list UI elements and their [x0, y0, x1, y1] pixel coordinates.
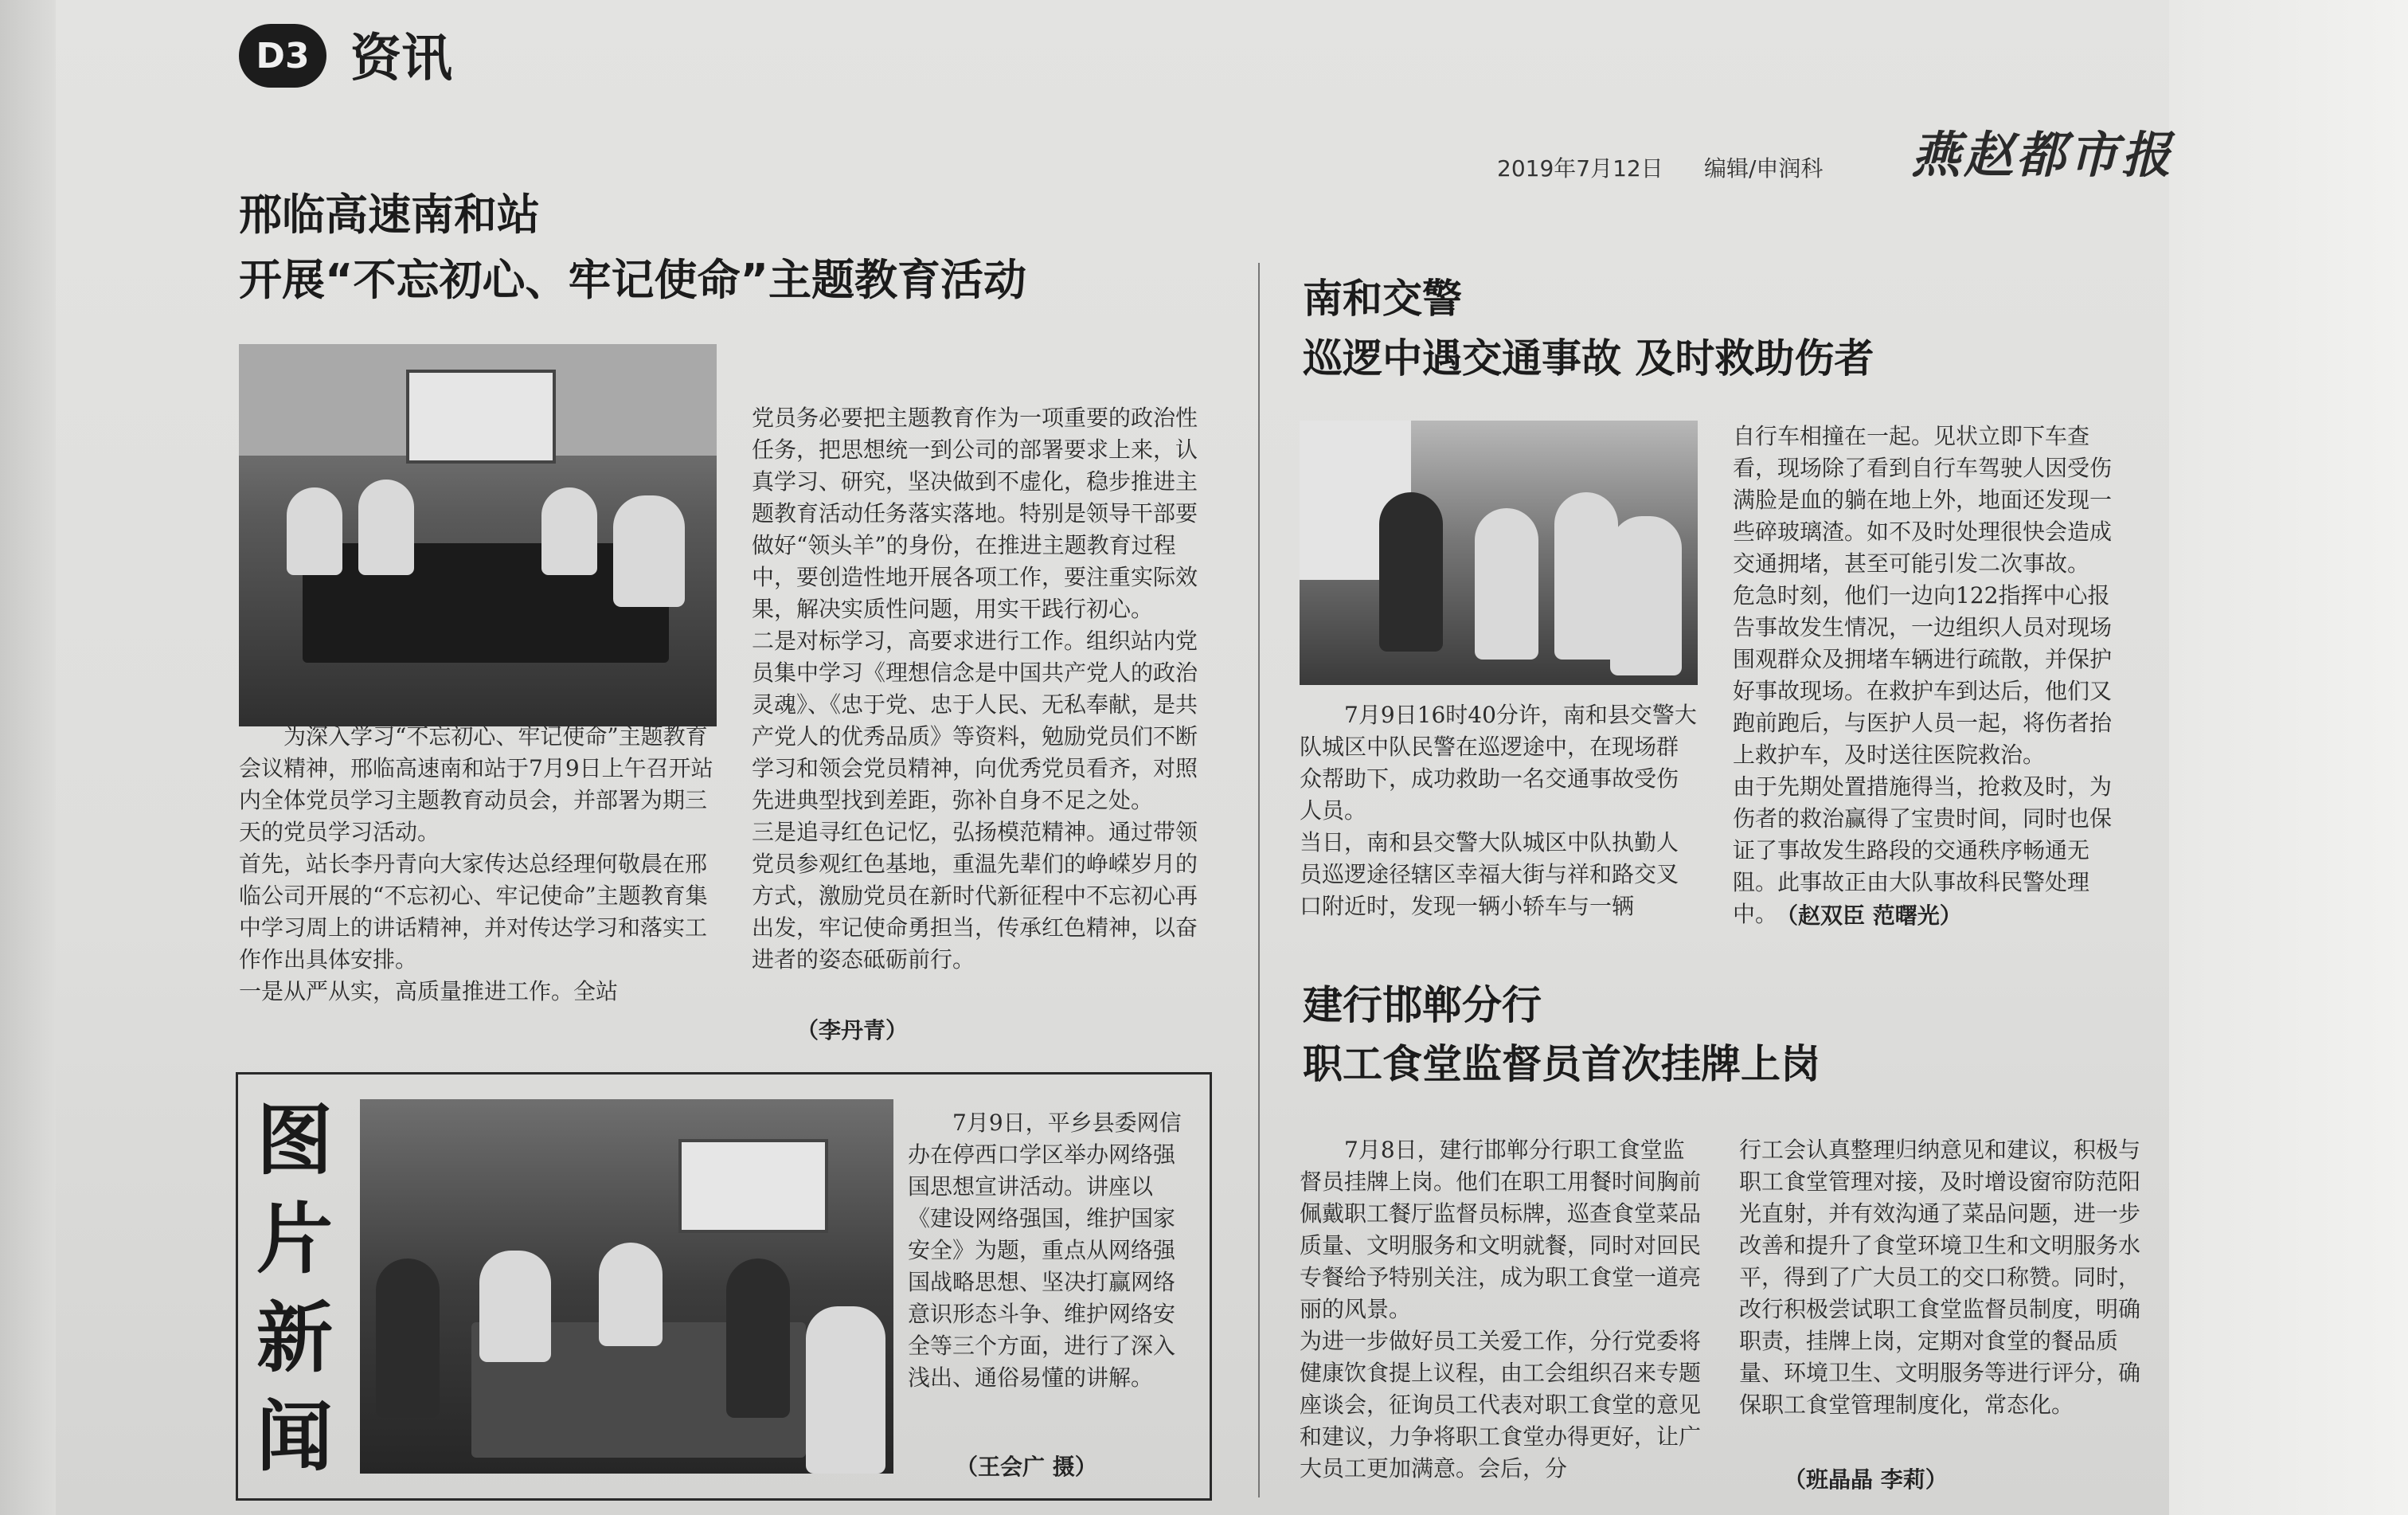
photo-news-label: 图 片 新 闻 — [256, 1096, 333, 1482]
article1-column2: 党员务必要把主题教育作为一项重要的政治性任务，把思想统一到公司的部署要求上来，认真学习、研究，坚决做到不虚化，稳步推进主题教育活动任务落实落地。特别是领导干部要做好“领头羊”的身份，在推进主题教育过程中，要创造性地开展各项工作，要注重实际效果，解决实质性问题，用实干践行初心。 二是对标学习，高要求进行工作。组织站内党员集中学习《理想信念是中国共产党人的政治灵魂》、《忠于党、忠于人民、无私奉献，是共产党人的优秀品质》等资料，勉励党员们不断学习和领会党员精神，向优秀党员看齐，对照先进典型找到差距，弥补自身不足之处。 三是追寻红色记忆，弘扬模范精神。通过带领党员参观红色基地，重温先辈们的峥嵘岁月的方式，激励党员在新时代新征程中不忘初心再出发，牢记使命勇担当，传承红色精神，以奋进者的姿态砥砺前行。 — [752, 405, 1198, 973]
editor-credit: 编辑/申润科 — [1704, 155, 1824, 182]
issue-date: 2019年7月12日 — [1497, 155, 1663, 182]
article3-headline-line2: 职工食堂监督员首次挂牌上岗 — [1303, 1041, 1820, 1087]
article1-headline-line1: 邢临高速南和站 — [239, 190, 540, 240]
article1-column1: 为深入学习“不忘初心、牢记使命”主题教育会议精神，邢临高速南和站于7月9日上午召开站内全体党员学习主题教育动员会，并部署为期三天的党员学习活动。 首先，站长李丹青向大家传达总经理何敬晨在邢临公司开展的“不忘初心、牢记使命”主题教育集中学习周上的讲话精神，并对传达学习和落实工作作出具体安排。 一是从严从实，高质量推进工作。全站 — [239, 723, 713, 1004]
article2-credit: （赵双臣 范曙光） — [1776, 902, 1962, 929]
column-divider — [1258, 263, 1260, 1497]
photo-news-credit: （王会广 摄） — [956, 1454, 1097, 1480]
photo-news-photo — [360, 1099, 893, 1474]
article1-headline-line2: 开展“不忘初心、牢记使命”主题教育活动 — [239, 255, 1026, 305]
page-number-badge: D3 — [239, 24, 326, 88]
article1-credit: （李丹青） — [796, 1017, 909, 1043]
article2-headline-line2: 巡逻中遇交通事故 及时救助伤者 — [1303, 335, 1874, 382]
article3-credit: （班晶晶 李莉） — [1784, 1466, 1948, 1493]
masthead-logo: 燕赵都市报 — [1911, 126, 2175, 184]
article2-photo — [1300, 421, 1698, 685]
article3-column2: 行工会认真整理归纳意见和建议，积极与职工食堂管理对接，及时增设窗帘防范阳光直射，并有效沟通了菜品问题，进一步改善和提升了食堂环境卫生和文明服务水平，得到了广大员工的交口称赞。同时，改行积极尝试职工食堂监督员制度，明确职责，挂牌上岗，定期对食堂的餐品质量、环境卫生、文明服务等进行评分，确保职工食堂管理制度化，常态化。 — [1739, 1137, 2141, 1418]
article3-headline-line1: 建行邯郸分行 — [1303, 982, 1542, 1028]
page-edge-left — [0, 0, 56, 1515]
section-title: 资讯 — [350, 29, 452, 88]
article2-headline-line1: 南和交警 — [1303, 276, 1462, 322]
page-edge-right — [2169, 0, 2408, 1515]
article1-photo — [239, 344, 717, 726]
photo-news-text: 7月9日，平乡县委网信办在停西口学区举办网络强国思想宣讲活动。讲座以《建设网络强国，维护国家安全》为题，重点从网络强国战略思想、坚决打赢网络意识形态斗争、维护网络安全等三个方面，进行了深入浅出、通俗易懂的讲解。 — [908, 1110, 1182, 1391]
article2-column1: 7月9日16时40分许，南和县交警大队城区中队民警在巡逻途中，在现场群众帮助下，成功救助一名交通事故受伤人员。 当日，南和县交警大队城区中队执勤人员巡逻途径辖区幸福大街与祥和路交叉口附近时，发现一辆小轿车与一辆 — [1300, 702, 1697, 919]
article3-column1: 7月8日，建行邯郸分行职工食堂监督员挂牌上岗。他们在职工用餐时间胸前佩戴职工餐厅监督员标牌，巡查食堂菜品质量、文明服务和文明就餐，同时对回民专餐给予特别关注，成为职工食堂一道亮丽的风景。 为进一步做好员工关爱工作，分行党委将健康饮食提上议程，由工会组织召来专题座谈会，征询员工代表对职工食堂的意见和建议，力争将职工食堂办得更好，让广大员工更加满意。会后，分 — [1300, 1137, 1702, 1482]
article2-column2: 自行车相撞在一起。见状立即下车查看，现场除了看到自行车驾驶人因受伤满脸是血的躺在地上外，地面还发现一些碎玻璃渣。如不及时处理很快会造成交通拥堵，甚至可能引发二次事故。 危急时刻，他们一边向122指挥中心报告事故发生情况，一边组织人员对现场围观群众及拥堵车辆进行疏散，并保护好事故现场。在救护车到达后，他们又跑前跑后，与医护人员一起，将伤者抬上救护车，及时送往医院救治。 由于先期处置措施得当，抢救及时，为伤者的救治赢得了宝贵时间，同时也保证了事故发生路段的交通秩序畅通无阻。此事故正由大队事故科民警处理中。 — [1733, 423, 2113, 927]
